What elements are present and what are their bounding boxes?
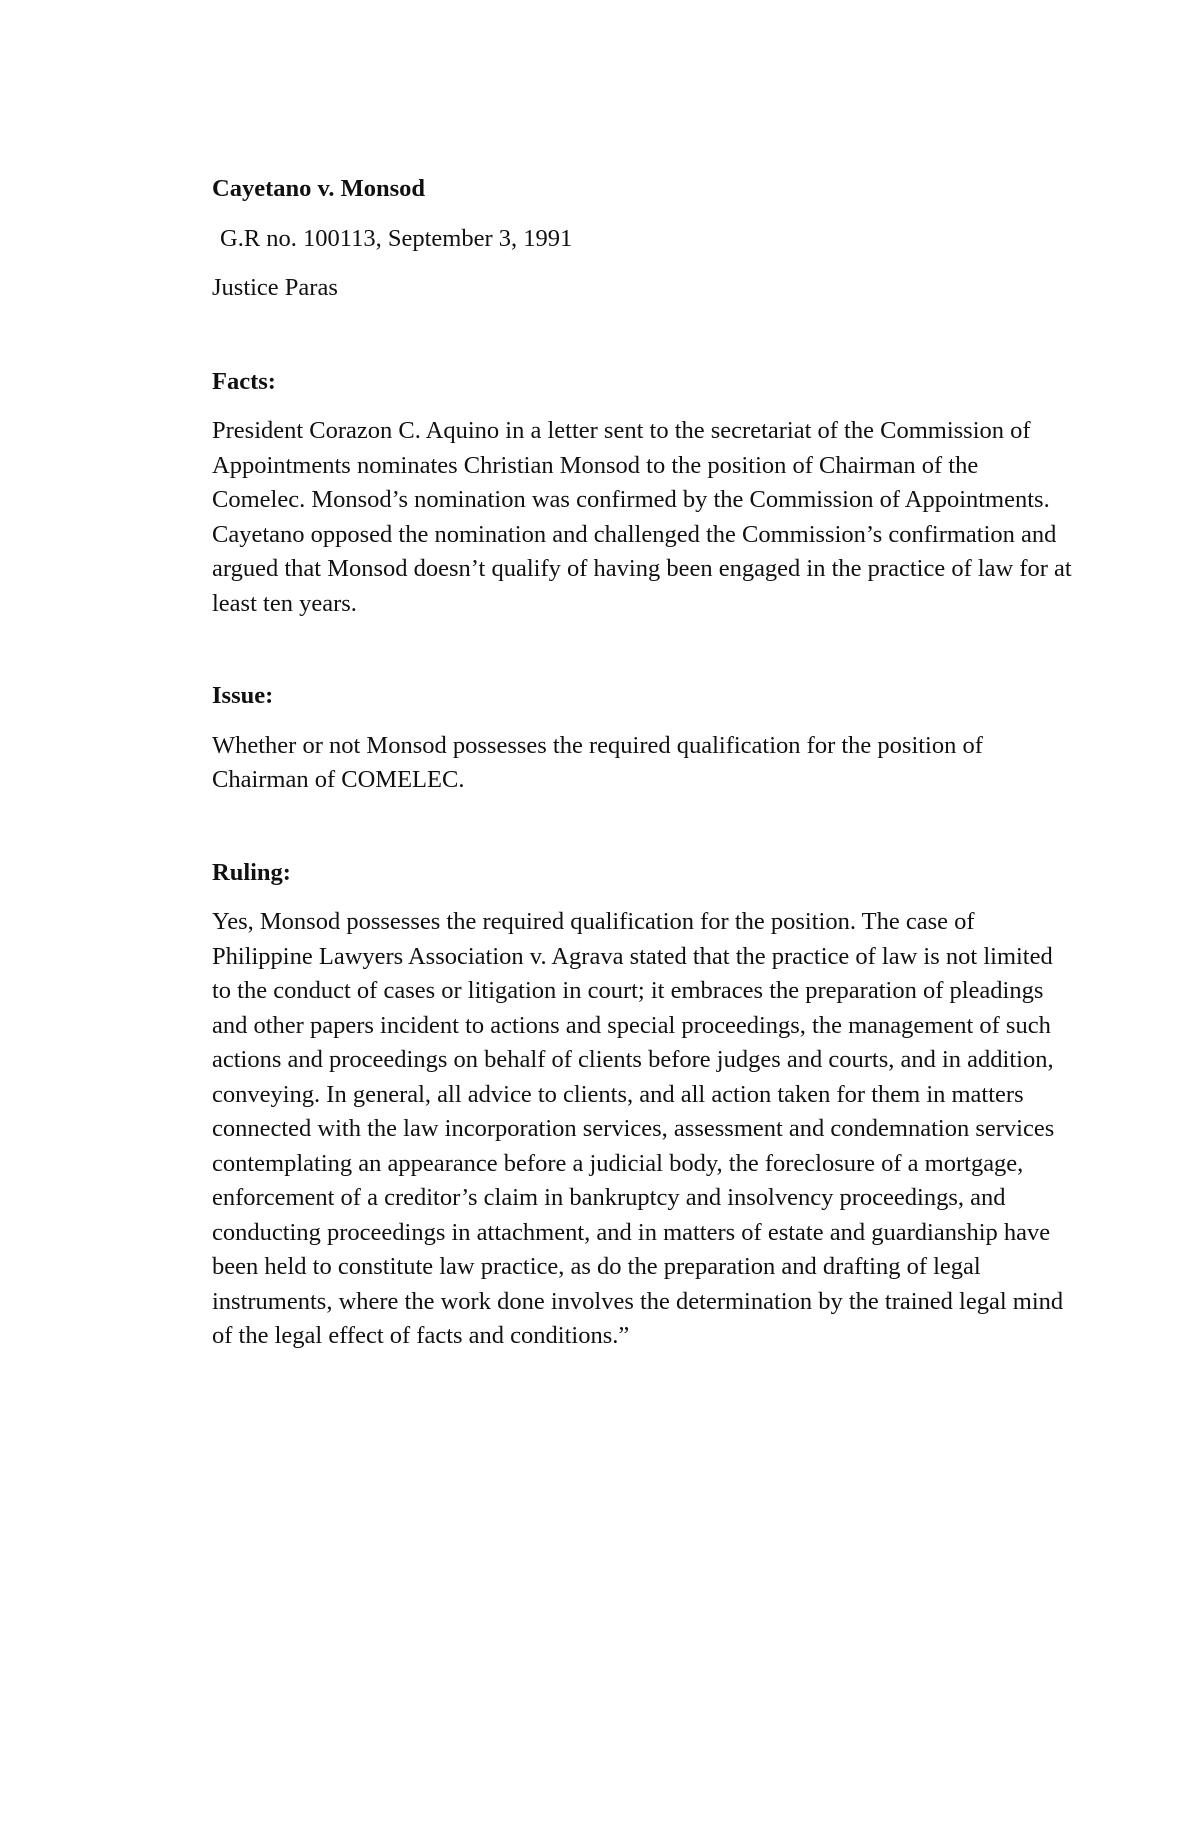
issue-body: Whether or not Monsod possesses the required qualification for the position of Chairman of COMELEC. bbox=[212, 731, 983, 793]
facts-body: President Corazon C. Aquino in a letter sent to the secretariat of the Commission of Appointments nominates Christian Monsod to the position of Chairman of the Comelec. Monsod’s nomination was confirmed by the Commission of Appointments. Cayetano opposed the nomination and challenged the Commission’s confirmation and argued that Monsod doesn’t qualify of having been engaged in the practice of law for at least ten years. bbox=[212, 417, 1072, 617]
spacer bbox=[212, 321, 1072, 365]
document-content bbox=[212, 172, 1072, 1354]
ruling-heading: Ruling: bbox=[212, 858, 291, 886]
ruling-body: Yes, Monsod possesses the required qualification for the position. The case of Philippine Lawyers Association v. Agrava stated that the practice of law is not limited to the conduct of cases or litigation in court; it embraces the preparation of pleadings and other papers incident to actions and special proceedings, the management of such actions and proceedings on behalf of clients before judges and courts, and in addition, conveying. In general, all advice to clients, and all action taken for them in matters connected with the law incorporation services, assessment and condemnation services contemplating an appearance before a judicial body, the foreclosure of a mortgage, enforcement of a creditor’s claim in bankruptcy and insolvency proceedings, and conducting proceedings in attachment, and in matters of estate and guardianship have been held to constitute law practice, as do the preparation and drafting of legal instruments, where the work done involves the determination by the trained legal mind of the legal effect of facts and conditions.” bbox=[212, 908, 1064, 1349]
issue-heading: Issue: bbox=[212, 682, 274, 709]
spacer bbox=[212, 621, 1072, 679]
justice-name: Justice Paras bbox=[212, 274, 338, 301]
spacer bbox=[212, 798, 1072, 856]
case-number: G.R no. 100113, September 3, 1991 bbox=[220, 224, 573, 252]
facts-heading: Facts: bbox=[212, 367, 276, 395]
case-title: Cayetano v. Monsod bbox=[212, 175, 426, 202]
